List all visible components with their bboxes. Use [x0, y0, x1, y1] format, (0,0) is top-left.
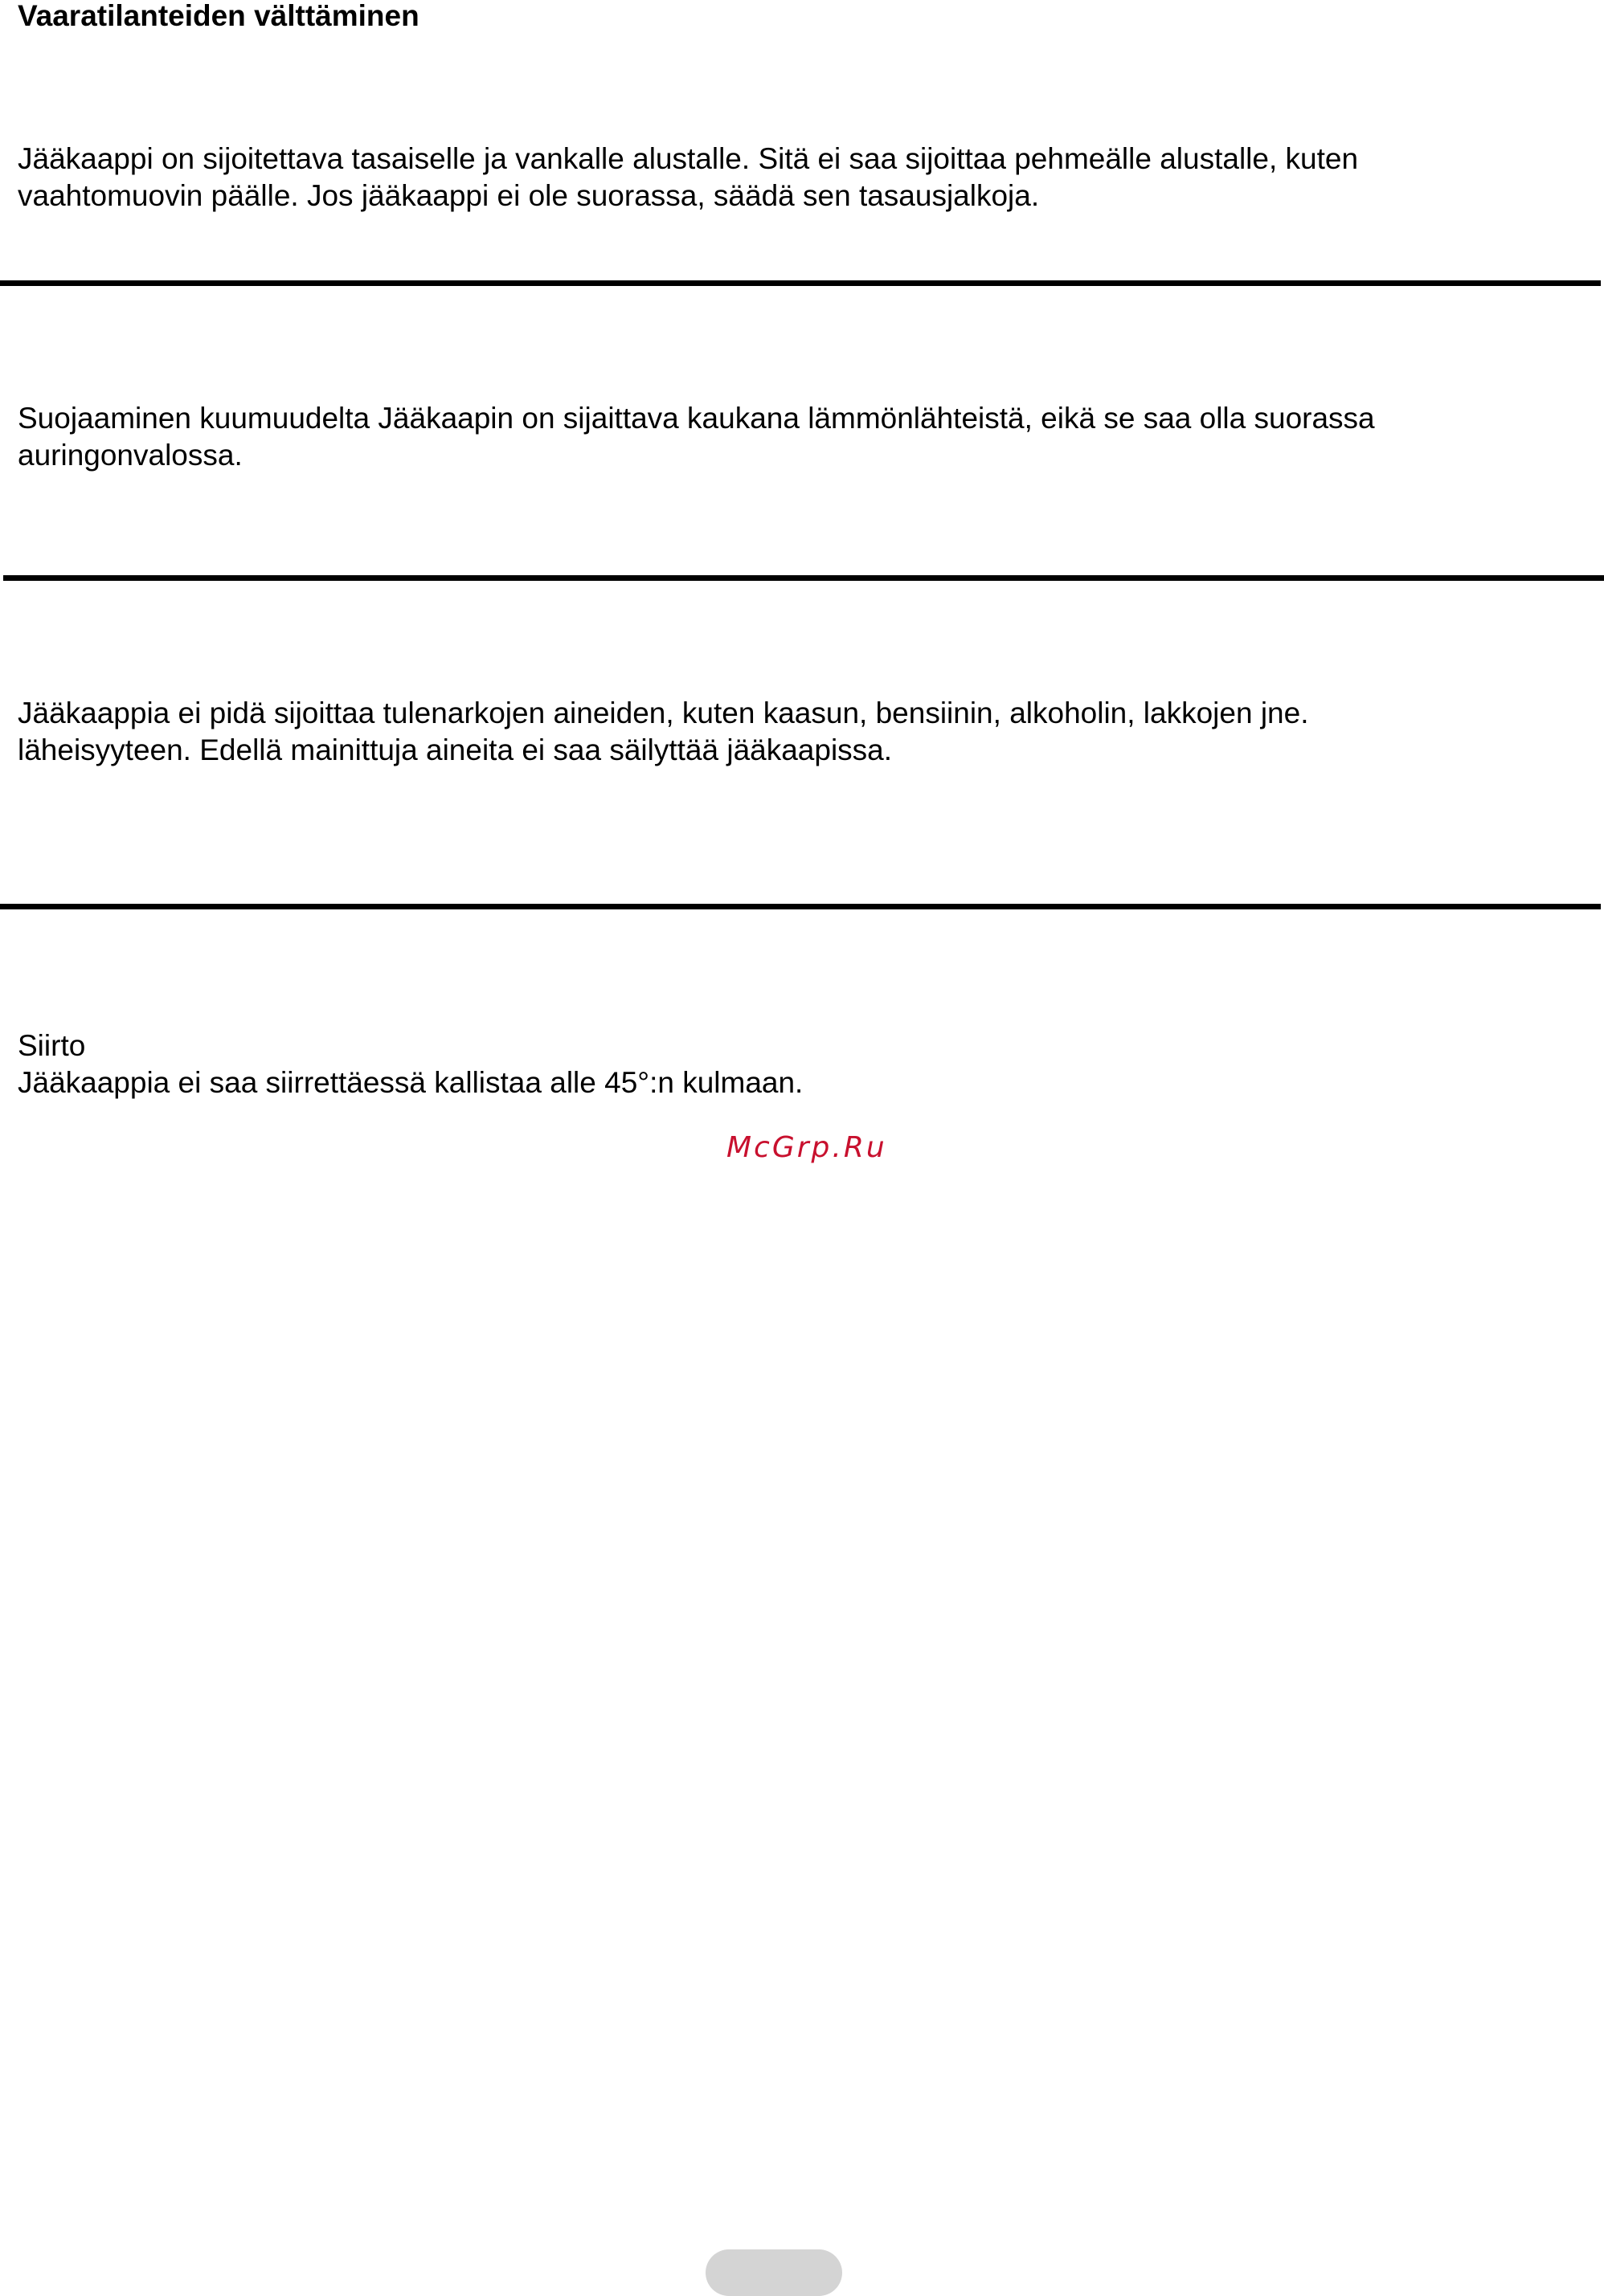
- section-4-text: [18, 1027, 1545, 1101]
- page-title: Vaaratilanteiden välttäminen: [18, 0, 419, 32]
- section-divider-1: [0, 280, 1601, 286]
- section-1-line-1: Jääkaappi on sijoitettava tasaiselle ja vankalle alustalle. Sitä ei saa sijoittaa pehmeälle alustalle, kuten: [18, 142, 1359, 175]
- section-4-line-1: Jääkaappia ei saa siirrettäessä kallistaa alle 45°:n kulmaan.: [18, 1066, 804, 1099]
- section-1-line-2: vaahtomuovin päälle. Jos jääkaappi ei ole suorassa, säädä sen tasausjalkoja.: [18, 179, 1040, 212]
- page-number-badge: [706, 2249, 842, 2296]
- section-2-line-2: auringonvalossa.: [18, 439, 243, 472]
- section-1-text: [18, 141, 1545, 214]
- watermark-text: McGrp.Ru: [726, 1131, 887, 1164]
- section-3-line-2: läheisyyteen. Edellä mainittuja aineita ei saa säilyttää jääkaapissa.: [18, 733, 893, 766]
- section-2-text: [18, 400, 1545, 474]
- section-divider-2: [3, 575, 1604, 581]
- section-2-line-1: Suojaaminen kuumuudelta Jääkaapin on sijaittava kaukana lämmönlähteistä, eikä se saa olla suorassa: [18, 402, 1375, 435]
- section-3-line-1: Jääkaappia ei pidä sijoittaa tulenarkojen aineiden, kuten kaasun, bensiinin, alkoholin, lakkojen jne.: [18, 697, 1309, 729]
- section-divider-3: [0, 904, 1601, 909]
- section-3-text: [18, 695, 1545, 769]
- section-4-heading: Siirto: [18, 1029, 86, 1062]
